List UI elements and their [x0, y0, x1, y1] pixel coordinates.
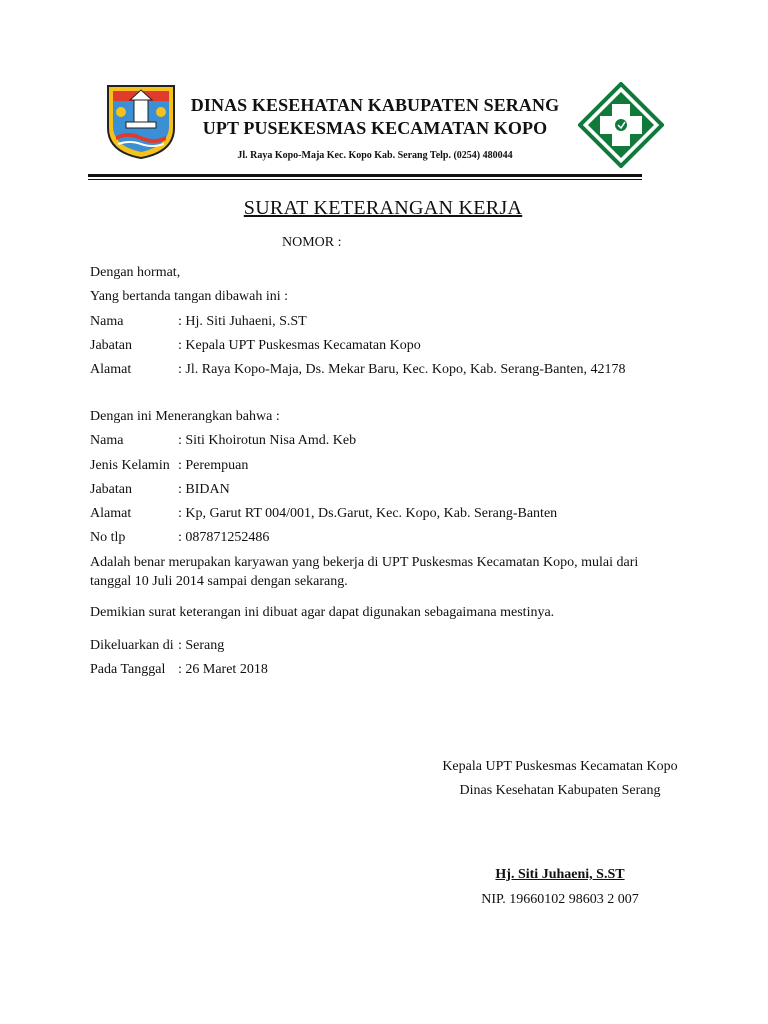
signer-name-label: Nama	[90, 314, 124, 329]
issued-date-value: : 26 Maret 2018	[178, 662, 268, 677]
document-title: SURAT KETERANGAN KERJA	[243, 197, 523, 219]
header-divider-thin	[88, 179, 642, 180]
employee-address-label: Alamat	[90, 506, 132, 521]
header-address: Jl. Raya Kopo-Maja Kec. Kopo Kab. Serang Telp. (0254) 480044	[237, 150, 513, 161]
signer-position-value: : Kepala UPT Puskesmas Kecamatan Kopo	[178, 338, 421, 353]
employee-address-value: : Kp, Garut RT 004/001, Ds.Garut, Kec. Kopo, Kab. Serang-Banten	[178, 506, 558, 521]
signer-name-value: : Hj. Siti Juhaeni, S.ST	[178, 314, 307, 329]
employment-statement: Adalah benar merupakan karyawan yang bekerja di UPT Puskesmas Kecamatan Kopo, mulai dari tanggal 10 Juli 2014 sampai dengan sekarang.	[90, 555, 639, 589]
closing-statement: Demikian surat keterangan ini dibuat agar dapat digunakan sebagaimana mestinya.	[90, 605, 555, 620]
header-line-1: DINAS KESEHATAN KABUPATEN SERANG	[190, 95, 560, 115]
issued-place-label: Dikeluarkan di	[90, 638, 174, 653]
signature-position: Kepala UPT Puskesmas Kecamatan Kopo	[442, 759, 678, 774]
signature-agency: Dinas Kesehatan Kabupaten Serang	[459, 783, 661, 798]
signature-nip: NIP. 19660102 98603 2 007	[481, 892, 639, 907]
declare-intro: Dengan ini Menerangkan bahwa :	[90, 409, 280, 424]
issued-date-label: Pada Tanggal	[90, 662, 166, 677]
header-line-2: UPT PUSEKESMAS KECAMATAN KOPO	[202, 118, 548, 138]
employee-name-label: Nama	[90, 433, 124, 448]
employee-gender-value: : Perempuan	[178, 458, 249, 473]
nomor-label: NOMOR :	[282, 235, 342, 250]
employee-position-value: : BIDAN	[178, 482, 230, 497]
signer-position-label: Jabatan	[90, 338, 132, 353]
signature-name: Hj. Siti Juhaeni, S.ST	[495, 867, 625, 882]
signer-intro: Yang bertanda tangan dibawah ini :	[90, 289, 289, 304]
employee-phone-value: : 087871252486	[178, 530, 270, 545]
header-divider	[88, 174, 642, 177]
employee-gender-label: Jenis Kelamin	[90, 458, 170, 473]
greeting: Dengan hormat,	[90, 265, 181, 280]
employee-phone-label: No tlp	[90, 530, 126, 545]
employee-position-label: Jabatan	[90, 482, 132, 497]
employee-name-value: : Siti Khoirotun Nisa Amd. Keb	[178, 433, 357, 448]
issued-place-value: : Serang	[178, 638, 225, 653]
signer-address-value: : Jl. Raya Kopo-Maja, Ds. Mekar Baru, Kec. Kopo, Kab. Serang-Banten, 42178	[178, 362, 626, 377]
signer-address-label: Alamat	[90, 362, 132, 377]
